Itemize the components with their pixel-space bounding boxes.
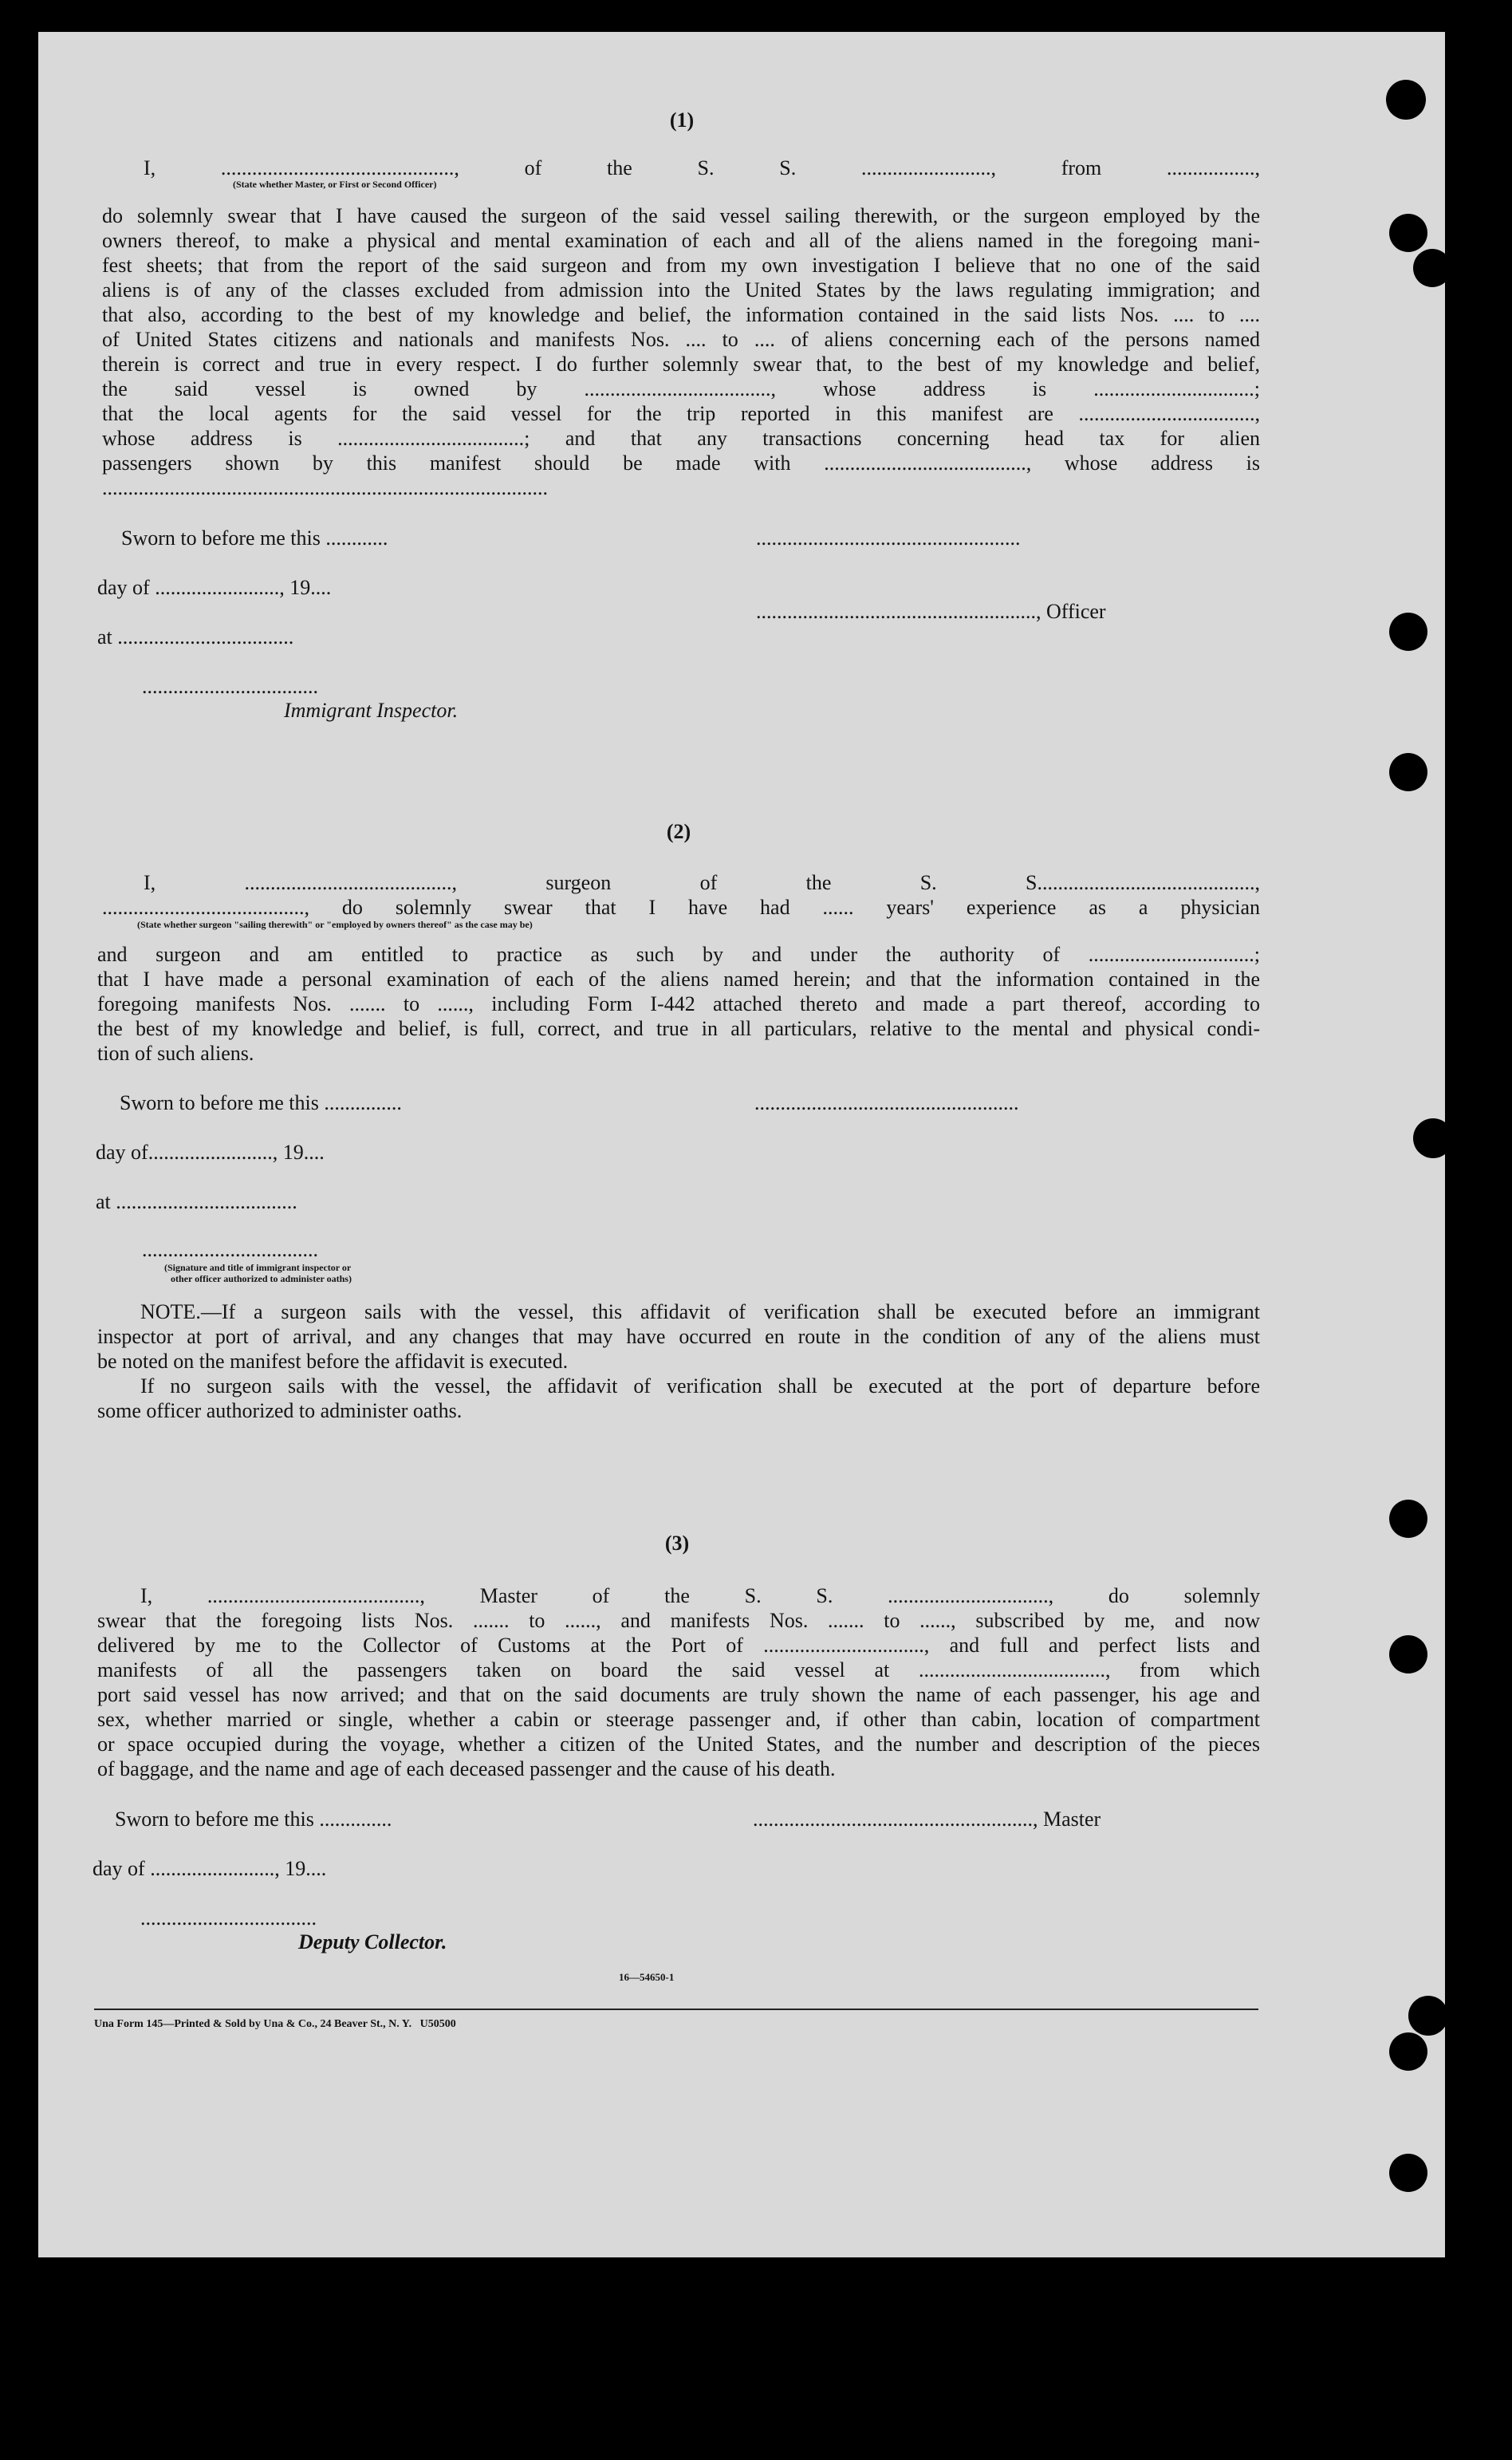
section-3-sworn: Sworn to before me this .............. bbox=[115, 1808, 392, 1831]
section-1-day: day of ........................, 19.... bbox=[97, 576, 332, 599]
section-2-heading: (2) bbox=[666, 820, 691, 843]
section-1-line-1: I, ............................................., of the S. S. ........................., from ................., bbox=[144, 156, 1260, 179]
punch-hole bbox=[1389, 613, 1427, 651]
section-3-body-line: port said vessel has now arrived; and that on the said documents are truly shown the name of each passenger, his age and bbox=[97, 1683, 1260, 1706]
punch-hole bbox=[1389, 214, 1427, 252]
section-3-body-line: or space occupied during the voyage, whether a citizen of the United States, and the number and description of the pieces bbox=[97, 1733, 1260, 1756]
footer-imprint: Una Form 145—Printed & Sold by Una & Co., 24 Beaver St., N. Y. U50500 bbox=[94, 2018, 456, 2030]
section-2-line-1: I, ........................................, surgeon of the S. S.........................................., bbox=[144, 871, 1260, 894]
section-1-body-line: do solemnly swear that I have caused the surgeon of the said vessel sailing therewith, or the surgeon employed by the bbox=[102, 204, 1260, 227]
section-3-collector: Deputy Collector. bbox=[298, 1930, 447, 1953]
section-1-sworn: Sworn to before me this ............ bbox=[121, 526, 388, 550]
note-line: be noted on the manifest before the affidavit is executed. bbox=[97, 1350, 569, 1373]
section-1-heading: (1) bbox=[669, 108, 695, 132]
section-1-at: at .................................. bbox=[97, 625, 294, 649]
form-code: 16—54650-1 bbox=[619, 1971, 675, 1983]
section-1-note: (State whether Master, or First or Second Officer) bbox=[233, 179, 437, 190]
section-2-signature-note: (Signature and title of immigrant inspector or bbox=[164, 1262, 352, 1273]
section-3-body-line: of baggage, and the name and age of each deceased passenger and the cause of his death. bbox=[97, 1757, 836, 1780]
section-3-body-line: delivered by me to the Collector of Customs at the Port of ..............................., and full and perfect lists and bbox=[97, 1634, 1260, 1657]
punch-hole bbox=[1386, 80, 1426, 120]
note-line: some officer authorized to administer oaths. bbox=[97, 1399, 463, 1422]
section-1-officer-line: ................................................... bbox=[756, 526, 1021, 550]
section-1-body-line: ...................................................................................... bbox=[102, 476, 548, 499]
punch-hole bbox=[1389, 2154, 1427, 2192]
section-3-body-line: swear that the foregoing lists Nos. ....... to ......, and manifests Nos. ....... to ......, subscribed by me, and now bbox=[97, 1609, 1260, 1632]
section-1-body-line: whose address is ....................................; and that any transactions concerning head tax for alien bbox=[102, 427, 1260, 450]
section-3-body-line: manifests of all the passengers taken on board the said vessel at ...................................., from which bbox=[97, 1658, 1260, 1681]
section-2-at: at ................................... bbox=[96, 1190, 297, 1213]
section-1-officer: ......................................................, Officer bbox=[756, 600, 1106, 623]
punch-hole bbox=[1413, 249, 1451, 287]
note-line: NOTE.—If a surgeon sails with the vessel, this affidavit of verification shall be executed before an immigrant bbox=[140, 1300, 1260, 1323]
punch-hole bbox=[1408, 1996, 1448, 2036]
section-2-body-line: that I have made a personal examination of each of the aliens named herein; and that the information contained in the bbox=[97, 968, 1260, 991]
section-2-right-line: ................................................... bbox=[754, 1091, 1019, 1114]
section-3-body-line: I, ........................................., Master of the S. S. ..............................., do solemnly bbox=[140, 1584, 1260, 1607]
section-2-body-line: and surgeon and am entitled to practice as such by and under the authority of ................................; bbox=[97, 943, 1260, 966]
section-2-sworn: Sworn to before me this ............... bbox=[120, 1091, 402, 1114]
punch-hole bbox=[1389, 1500, 1427, 1538]
section-1-body-line: that also, according to the best of my knowledge and belief, the information contained in the said lists Nos. .... to .... bbox=[102, 303, 1260, 326]
note-line: inspector at port of arrival, and any changes that may have occurred en route in the condition of any of the aliens must bbox=[97, 1325, 1260, 1348]
section-3-heading: (3) bbox=[664, 1532, 690, 1555]
section-1-body-line: owners thereof, to make a physical and mental examination of each and all of the aliens named in the foregoing mani- bbox=[102, 229, 1260, 252]
footer-rule bbox=[94, 2009, 1258, 2010]
section-2-day: day of........................, 19.... bbox=[96, 1141, 325, 1164]
punch-hole bbox=[1389, 2032, 1427, 2071]
section-1-inspector: Immigrant Inspector. bbox=[284, 699, 459, 722]
section-1-body-line: that the local agents for the said vessel for the trip reported in this manifest are .................................., bbox=[102, 402, 1260, 425]
section-2-signature-note: other officer authorized to administer oaths) bbox=[171, 1273, 352, 1284]
section-1-body-line: fest sheets; that from the report of the said surgeon and from my own investigation I believe that no one of the said bbox=[102, 254, 1260, 277]
section-2-body-line: the best of my knowledge and belief, is full, correct, and true in all particulars, relative to the mental and physical condi- bbox=[97, 1017, 1260, 1040]
section-3-body-line: sex, whether married or single, whether a cabin or steerage passenger and, if other than cabin, location of compartment bbox=[97, 1708, 1260, 1731]
section-1-body-line: aliens is of any of the classes excluded from admission into the United States by the laws regulating immigration; and bbox=[102, 278, 1260, 302]
punch-hole bbox=[1389, 753, 1427, 791]
section-3-collector-line: .................................. bbox=[140, 1906, 317, 1930]
section-2-body-line: tion of such aliens. bbox=[97, 1042, 254, 1065]
punch-hole bbox=[1413, 1118, 1453, 1158]
section-2-body-line: foregoing manifests Nos. ....... to ......, including Form I-442 attached thereto and made a part thereof, according to bbox=[97, 992, 1260, 1015]
note-line: If no surgeon sails with the vessel, the affidavit of verification shall be executed at the port of departure before bbox=[140, 1374, 1260, 1398]
section-1-body-line: the said vessel is owned by ...................................., whose address is ...............................; bbox=[102, 377, 1260, 400]
section-2-signature-line: .................................. bbox=[142, 1238, 318, 1261]
section-2-line-2: ......................................., do solemnly swear that I have had ...... years' experience as a physician bbox=[102, 896, 1260, 919]
section-1-body-line: of United States citizens and nationals and manifests Nos. .... to .... of aliens concerning each of the persons named bbox=[102, 328, 1260, 351]
section-3-day: day of ........................, 19.... bbox=[93, 1857, 327, 1880]
section-1-inspector-line: .................................. bbox=[142, 675, 318, 698]
punch-hole bbox=[1389, 1635, 1427, 1674]
section-3-master: ......................................................, Master bbox=[753, 1808, 1101, 1831]
section-2-note: (State whether surgeon "sailing therewith" or "employed by owners thereof" as the case may be) bbox=[137, 919, 533, 930]
section-1-body-line: therein is correct and true in every respect. I do further solemnly swear that, to the best of my knowledge and belief, bbox=[102, 353, 1260, 376]
section-1-body-line: passengers shown by this manifest should be made with ......................................., whose address is bbox=[102, 451, 1260, 475]
